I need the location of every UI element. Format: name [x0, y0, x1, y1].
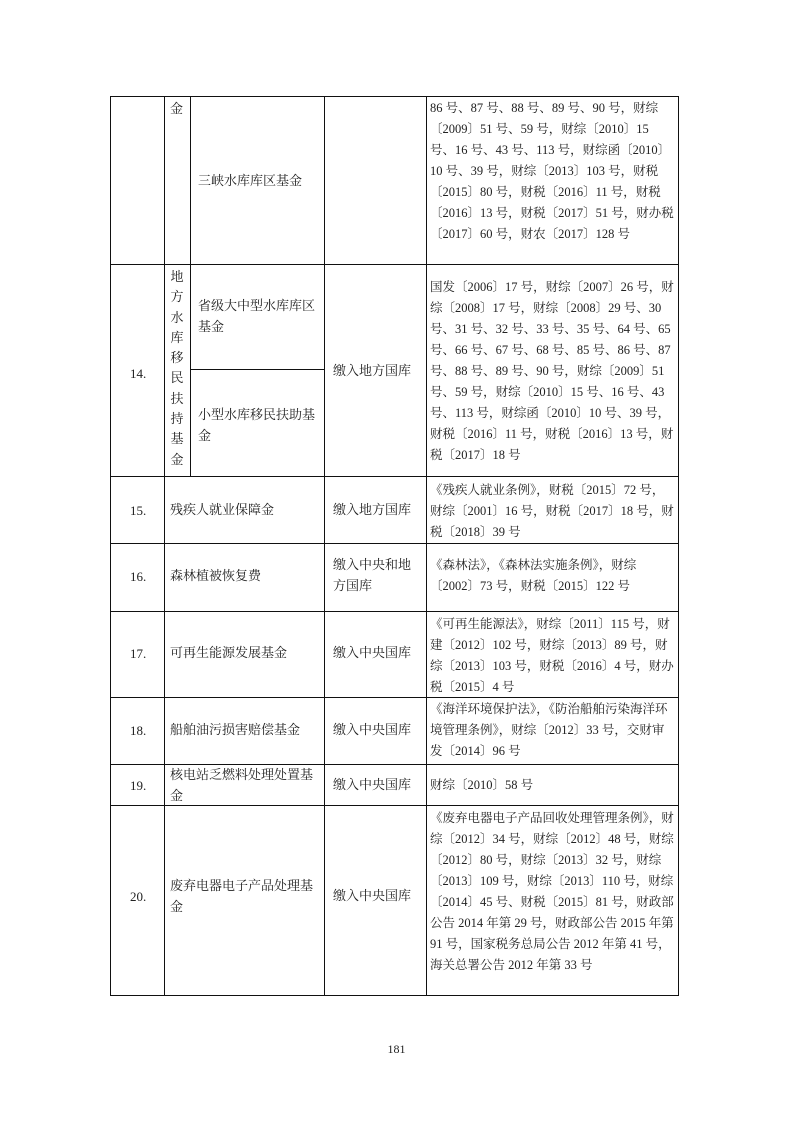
- policy-basis: 《废弃电器电子产品回收处理管理条例》，财综〔2012〕34 号，财综〔2012〕48 号，财综〔2012〕80 号，财综〔2013〕32 号，财综〔2013〕109 号，财综〔2013〕110 号，财综〔2014〕45 号、财税〔2015〕81 号，财政部公告 2014 年第 29 号，财政部公告 2015 年第 91 号，国家税务总局公告 2012 年第 41 号，海关总署公告 2012 年第 33 号: [430, 811, 674, 972]
- fund-name: 森林植被恢复费: [170, 569, 262, 584]
- fund-name: 可再生能源发展基金: [170, 646, 288, 661]
- treasury: 缴入中央国库: [333, 889, 412, 904]
- sub-fund-label: 省级大中型水库库区基金: [198, 299, 316, 335]
- row-line-13-bottom: [110, 264, 679, 265]
- category-tail-char: 金: [170, 102, 184, 117]
- policy-basis: 国发〔2006〕17 号，财综〔2007〕26 号，财综〔2008〕17 号，财综〔2008〕29 号、30 号、31 号、32 号、33 号、35 号、64 号、65 号、66 号、67 号、68 号、85 号、86 号、87 号、88 号、89 号、90 号，财综〔2009〕51 号、59 号，财综〔2010〕15 号、16 号、43 号、113 号，财综函〔2010〕10 号、39 号，财税〔2016〕11 号，财税〔2016〕13 号，财税〔2017〕18 号: [430, 280, 674, 462]
- sub-fund-name: [198, 405, 320, 447]
- fund-name: 残疾人就业保障金: [170, 503, 275, 518]
- row-number: 19.: [130, 778, 147, 793]
- row-number: 14.: [130, 366, 147, 381]
- row-number: 18.: [130, 723, 147, 738]
- table-border-left: [110, 96, 111, 995]
- row-line-top: [110, 96, 679, 97]
- row-line-15-bottom: [110, 543, 679, 544]
- policy-basis: 财综〔2010〕58 号: [430, 778, 534, 792]
- page-number: 181: [387, 1042, 406, 1056]
- treasury: 缴入中央国库: [333, 778, 412, 793]
- treasury: 缴入中央国库: [333, 646, 412, 661]
- col-divider-category: [190, 96, 191, 476]
- row-line-16-bottom: [110, 611, 679, 612]
- row-line-14-bottom: [110, 476, 679, 477]
- col-divider-number: [164, 96, 165, 995]
- policy-basis: 《森林法》，《森林法实施条例》，财综〔2002〕73 号，财税〔2015〕122 号: [430, 558, 637, 593]
- fund-name: 三峡水库库区基金: [198, 174, 303, 189]
- policy-basis: 《可再生能源法》，财综〔2011〕115 号，财建〔2012〕102 号，财综〔2013〕89 号，财综〔2013〕103 号，财税〔2016〕4 号，财办税〔2015〕4 号: [430, 617, 674, 694]
- policy-basis: 《残疾人就业条例》，财税〔2015〕72 号，财综〔2001〕16 号，财税〔2017〕18 号，财税〔2018〕39 号: [430, 483, 674, 539]
- sub-fund-label: 小型水库移民扶助基金: [198, 408, 316, 444]
- row-line-14-split: [190, 369, 325, 370]
- fund-name: 废弃电器电子产品处理基金: [170, 879, 314, 915]
- policy-basis: 86 号、87 号、88 号、89 号、90 号，财综〔2009〕51 号、59 号，财综〔2010〕15 号、16 号、43 号、113 号，财综函〔2010〕10 号、39 号，财综〔2013〕103 号，财税〔2015〕80 号，财税〔2016〕11 号，财税〔2016〕13 号，财税〔2017〕51 号，财办税〔2017〕60 号，财农〔2017〕128 号: [430, 101, 674, 241]
- col-divider-name: [324, 96, 325, 995]
- treasury: 缴入中央和地方国库: [333, 558, 412, 594]
- sub-fund-name: [198, 296, 320, 338]
- treasury: 缴入中央国库: [333, 723, 412, 738]
- table-border-right: [678, 96, 679, 995]
- fund-name: 核电站乏燃料处理处置基金: [170, 768, 314, 804]
- row-number: 16.: [130, 569, 147, 584]
- treasury: 缴入地方国库: [333, 503, 412, 518]
- row-line-bottom: [110, 995, 679, 996]
- category-vertical-label: 地方水库移民扶持基金: [170, 270, 184, 468]
- row-number: 20.: [130, 889, 147, 904]
- policy-basis: 《海洋环境保护法》，《防治船舶污染海洋环境管理条例》，财综〔2012〕33 号，交财审发〔2014〕96 号: [430, 702, 668, 758]
- col-divider-treasury: [426, 96, 427, 995]
- fund-name: 船舶油污损害赔偿基金: [170, 723, 301, 738]
- row-number: 17.: [130, 646, 147, 661]
- treasury: 缴入地方国库: [333, 364, 412, 379]
- row-number: 15.: [130, 503, 147, 518]
